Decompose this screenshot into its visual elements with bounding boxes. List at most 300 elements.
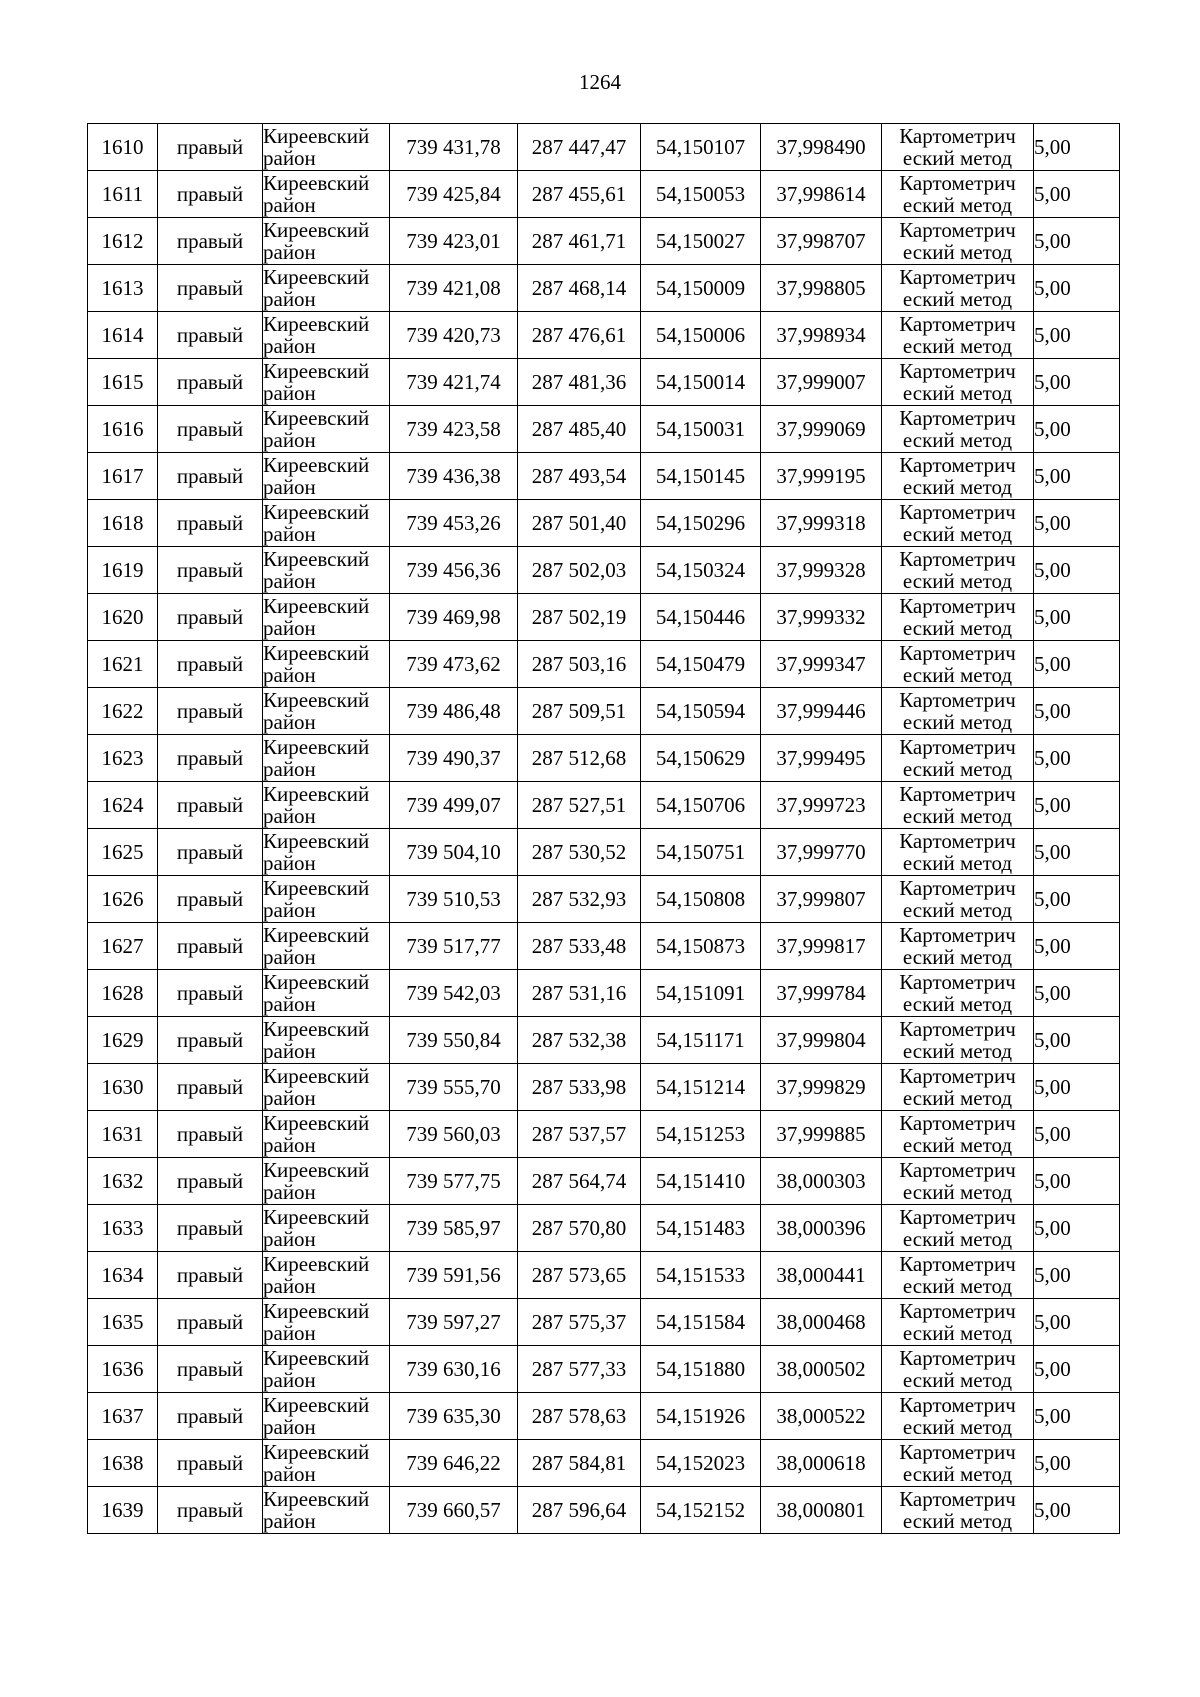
x-coordinate-cell: 739 597,27 — [390, 1299, 518, 1346]
method-cell-line: еский метод — [902, 1415, 1013, 1439]
longitude-cell: 37,999069 — [761, 406, 882, 453]
accuracy-cell: 5,00 — [1034, 1346, 1120, 1393]
method-cell — [882, 547, 1034, 594]
table-row — [88, 1111, 1120, 1158]
point-number-cell: 1622 — [88, 688, 158, 735]
point-number-cell: 1619 — [88, 547, 158, 594]
latitude-cell: 54,150009 — [641, 265, 761, 312]
method-cell-line: Картометрич — [899, 500, 1016, 524]
district-cell-line: Киреевский — [263, 1440, 370, 1464]
x-coordinate-cell: 739 421,08 — [390, 265, 518, 312]
district-cell — [263, 688, 390, 735]
y-coordinate-cell: 287 531,16 — [518, 970, 641, 1017]
method-cell-line: еский метод — [902, 1039, 1013, 1063]
district-cell-line: Киреевский — [263, 1252, 370, 1276]
bank-side-cell: правый — [158, 359, 263, 406]
y-coordinate-cell: 287 578,63 — [518, 1393, 641, 1440]
method-cell — [882, 1252, 1034, 1299]
method-cell — [882, 923, 1034, 970]
latitude-cell: 54,150629 — [641, 735, 761, 782]
bank-side-cell: правый — [158, 1158, 263, 1205]
y-coordinate-cell: 287 509,51 — [518, 688, 641, 735]
method-cell-line: еский метод — [902, 1133, 1013, 1157]
longitude-cell: 38,000618 — [761, 1440, 882, 1487]
latitude-cell: 54,150296 — [641, 500, 761, 547]
method-cell — [882, 829, 1034, 876]
y-coordinate-cell: 287 468,14 — [518, 265, 641, 312]
table-row — [88, 406, 1120, 453]
y-coordinate-cell: 287 533,48 — [518, 923, 641, 970]
point-number-cell: 1638 — [88, 1440, 158, 1487]
bank-side-cell: правый — [158, 547, 263, 594]
bank-side-cell: правый — [158, 124, 263, 171]
district-cell-line: Киреевский — [263, 1158, 370, 1182]
table-row — [88, 1299, 1120, 1346]
x-coordinate-cell: 739 635,30 — [390, 1393, 518, 1440]
bank-side-cell: правый — [158, 641, 263, 688]
table-row — [88, 1158, 1120, 1205]
method-cell-line: еский метод — [902, 898, 1013, 922]
x-coordinate-cell: 739 469,98 — [390, 594, 518, 641]
y-coordinate-cell: 287 537,57 — [518, 1111, 641, 1158]
x-coordinate-cell: 739 425,84 — [390, 171, 518, 218]
y-coordinate-cell: 287 575,37 — [518, 1299, 641, 1346]
accuracy-cell: 5,00 — [1034, 500, 1120, 547]
latitude-cell: 54,150031 — [641, 406, 761, 453]
x-coordinate-cell: 739 510,53 — [390, 876, 518, 923]
method-cell-line: Картометрич — [899, 1393, 1016, 1417]
table-body — [88, 124, 1120, 1534]
method-cell-line: Картометрич — [899, 923, 1016, 947]
x-coordinate-cell: 739 591,56 — [390, 1252, 518, 1299]
table-row — [88, 970, 1120, 1017]
method-cell-line: Картометрич — [899, 1111, 1016, 1135]
district-cell-line: район — [263, 804, 316, 828]
table-row — [88, 500, 1120, 547]
district-cell-line: район — [263, 1133, 316, 1157]
accuracy-cell: 5,00 — [1034, 1299, 1120, 1346]
district-cell — [263, 1346, 390, 1393]
method-cell — [882, 171, 1034, 218]
x-coordinate-cell: 739 456,36 — [390, 547, 518, 594]
method-cell-line: Картометрич — [899, 1252, 1016, 1276]
x-coordinate-cell: 739 542,03 — [390, 970, 518, 1017]
x-coordinate-cell: 739 660,57 — [390, 1487, 518, 1534]
table-row — [88, 923, 1120, 970]
y-coordinate-cell: 287 532,93 — [518, 876, 641, 923]
accuracy-cell: 5,00 — [1034, 312, 1120, 359]
district-cell — [263, 1205, 390, 1252]
latitude-cell: 54,151171 — [641, 1017, 761, 1064]
district-cell-line: Киреевский — [263, 594, 370, 618]
table-row — [88, 876, 1120, 923]
bank-side-cell: правый — [158, 970, 263, 1017]
district-cell — [263, 1440, 390, 1487]
table-row — [88, 641, 1120, 688]
table-row — [88, 1393, 1120, 1440]
method-cell-line: Картометрич — [899, 1299, 1016, 1323]
district-cell — [263, 1252, 390, 1299]
longitude-cell: 37,999007 — [761, 359, 882, 406]
x-coordinate-cell: 739 577,75 — [390, 1158, 518, 1205]
district-cell-line: район — [263, 1086, 316, 1110]
accuracy-cell: 5,00 — [1034, 594, 1120, 641]
table-row — [88, 1440, 1120, 1487]
district-cell-line: Киреевский — [263, 500, 370, 524]
y-coordinate-cell: 287 447,47 — [518, 124, 641, 171]
district-cell-line: Киреевский — [263, 923, 370, 947]
point-number-cell: 1624 — [88, 782, 158, 829]
latitude-cell: 54,150014 — [641, 359, 761, 406]
x-coordinate-cell: 739 585,97 — [390, 1205, 518, 1252]
method-cell-line: Картометрич — [899, 312, 1016, 336]
latitude-cell: 54,150107 — [641, 124, 761, 171]
district-cell — [263, 876, 390, 923]
point-number-cell: 1611 — [88, 171, 158, 218]
accuracy-cell: 5,00 — [1034, 406, 1120, 453]
x-coordinate-cell: 739 420,73 — [390, 312, 518, 359]
point-number-cell: 1633 — [88, 1205, 158, 1252]
district-cell-line: район — [263, 992, 316, 1016]
point-number-cell: 1620 — [88, 594, 158, 641]
district-cell-line: район — [263, 663, 316, 687]
method-cell-line: Картометрич — [899, 1487, 1016, 1511]
method-cell-line: Картометрич — [899, 547, 1016, 571]
bank-side-cell: правый — [158, 688, 263, 735]
method-cell-line: еский метод — [902, 757, 1013, 781]
district-cell — [263, 500, 390, 547]
y-coordinate-cell: 287 577,33 — [518, 1346, 641, 1393]
point-number-cell: 1628 — [88, 970, 158, 1017]
district-cell — [263, 735, 390, 782]
y-coordinate-cell: 287 527,51 — [518, 782, 641, 829]
district-cell-line: Киреевский — [263, 1111, 370, 1135]
y-coordinate-cell: 287 485,40 — [518, 406, 641, 453]
longitude-cell: 37,999347 — [761, 641, 882, 688]
method-cell — [882, 735, 1034, 782]
district-cell-line: район — [263, 287, 316, 311]
district-cell-line: район — [263, 240, 316, 264]
district-cell-line: Киреевский — [263, 876, 370, 900]
district-cell-line: Киреевский — [263, 359, 370, 383]
accuracy-cell: 5,00 — [1034, 1393, 1120, 1440]
y-coordinate-cell: 287 584,81 — [518, 1440, 641, 1487]
y-coordinate-cell: 287 503,16 — [518, 641, 641, 688]
district-cell-line: район — [263, 945, 316, 969]
method-cell — [882, 265, 1034, 312]
table-row — [88, 359, 1120, 406]
point-number-cell: 1621 — [88, 641, 158, 688]
district-cell — [263, 1111, 390, 1158]
table-row — [88, 124, 1120, 171]
point-number-cell: 1634 — [88, 1252, 158, 1299]
method-cell-line: еский метод — [902, 804, 1013, 828]
x-coordinate-cell: 739 499,07 — [390, 782, 518, 829]
longitude-cell: 37,999318 — [761, 500, 882, 547]
accuracy-cell: 5,00 — [1034, 688, 1120, 735]
point-number-cell: 1617 — [88, 453, 158, 500]
x-coordinate-cell: 739 431,78 — [390, 124, 518, 171]
method-cell — [882, 1440, 1034, 1487]
longitude-cell: 37,999784 — [761, 970, 882, 1017]
x-coordinate-cell: 739 423,01 — [390, 218, 518, 265]
latitude-cell: 54,150446 — [641, 594, 761, 641]
district-cell-line: район — [263, 1180, 316, 1204]
x-coordinate-cell: 739 517,77 — [390, 923, 518, 970]
latitude-cell: 54,150479 — [641, 641, 761, 688]
method-cell-line: еский метод — [902, 1321, 1013, 1345]
method-cell — [882, 970, 1034, 1017]
latitude-cell: 54,150006 — [641, 312, 761, 359]
method-cell-line: еский метод — [902, 851, 1013, 875]
district-cell — [263, 359, 390, 406]
district-cell-line: Киреевский — [263, 547, 370, 571]
method-cell — [882, 1205, 1034, 1252]
table-row — [88, 265, 1120, 312]
y-coordinate-cell: 287 573,65 — [518, 1252, 641, 1299]
method-cell — [882, 1346, 1034, 1393]
method-cell — [882, 406, 1034, 453]
accuracy-cell: 5,00 — [1034, 829, 1120, 876]
point-number-cell: 1612 — [88, 218, 158, 265]
bank-side-cell: правый — [158, 1111, 263, 1158]
y-coordinate-cell: 287 596,64 — [518, 1487, 641, 1534]
method-cell-line: Картометрич — [899, 124, 1016, 148]
bank-side-cell: правый — [158, 923, 263, 970]
district-cell — [263, 453, 390, 500]
table-row — [88, 1064, 1120, 1111]
district-cell-line: район — [263, 898, 316, 922]
district-cell — [263, 312, 390, 359]
accuracy-cell: 5,00 — [1034, 876, 1120, 923]
district-cell — [263, 265, 390, 312]
longitude-cell: 37,998707 — [761, 218, 882, 265]
district-cell-line: район — [263, 334, 316, 358]
method-cell-line: еский метод — [902, 1180, 1013, 1204]
method-cell-line: Картометрич — [899, 171, 1016, 195]
longitude-cell: 37,999446 — [761, 688, 882, 735]
y-coordinate-cell: 287 532,38 — [518, 1017, 641, 1064]
method-cell-line: Картометрич — [899, 970, 1016, 994]
method-cell — [882, 312, 1034, 359]
district-cell — [263, 641, 390, 688]
x-coordinate-cell: 739 423,58 — [390, 406, 518, 453]
district-cell — [263, 1393, 390, 1440]
latitude-cell: 54,150706 — [641, 782, 761, 829]
district-cell-line: район — [263, 616, 316, 640]
point-number-cell: 1635 — [88, 1299, 158, 1346]
district-cell-line: район — [263, 193, 316, 217]
district-cell — [263, 1017, 390, 1064]
y-coordinate-cell: 287 461,71 — [518, 218, 641, 265]
latitude-cell: 54,150873 — [641, 923, 761, 970]
method-cell-line: Картометрич — [899, 594, 1016, 618]
district-cell-line: Киреевский — [263, 312, 370, 336]
district-cell-line: Киреевский — [263, 1017, 370, 1041]
longitude-cell: 37,998934 — [761, 312, 882, 359]
bank-side-cell: правый — [158, 312, 263, 359]
x-coordinate-cell: 739 421,74 — [390, 359, 518, 406]
latitude-cell: 54,151214 — [641, 1064, 761, 1111]
point-number-cell: 1632 — [88, 1158, 158, 1205]
longitude-cell: 37,999885 — [761, 1111, 882, 1158]
latitude-cell: 54,150145 — [641, 453, 761, 500]
district-cell-line: Киреевский — [263, 1487, 370, 1511]
method-cell — [882, 688, 1034, 735]
bank-side-cell: правый — [158, 1440, 263, 1487]
district-cell-line: район — [263, 1462, 316, 1486]
longitude-cell: 37,999195 — [761, 453, 882, 500]
method-cell-line: Картометрич — [899, 218, 1016, 242]
bank-side-cell: правый — [158, 876, 263, 923]
point-number-cell: 1613 — [88, 265, 158, 312]
latitude-cell: 54,150808 — [641, 876, 761, 923]
district-cell — [263, 1299, 390, 1346]
table-row — [88, 312, 1120, 359]
district-cell-line: район — [263, 1039, 316, 1063]
latitude-cell: 54,152023 — [641, 1440, 761, 1487]
method-cell-line: Картометрич — [899, 1158, 1016, 1182]
longitude-cell: 38,000468 — [761, 1299, 882, 1346]
longitude-cell: 38,000502 — [761, 1346, 882, 1393]
y-coordinate-cell: 287 530,52 — [518, 829, 641, 876]
method-cell-line: еский метод — [902, 663, 1013, 687]
district-cell-line: район — [263, 757, 316, 781]
district-cell-line: район — [263, 1509, 316, 1533]
district-cell — [263, 547, 390, 594]
longitude-cell: 38,000522 — [761, 1393, 882, 1440]
accuracy-cell: 5,00 — [1034, 970, 1120, 1017]
accuracy-cell: 5,00 — [1034, 171, 1120, 218]
accuracy-cell: 5,00 — [1034, 218, 1120, 265]
point-number-cell: 1618 — [88, 500, 158, 547]
district-cell-line: район — [263, 1368, 316, 1392]
coordinates-table — [87, 123, 1120, 1534]
table-row — [88, 594, 1120, 641]
longitude-cell: 38,000801 — [761, 1487, 882, 1534]
method-cell-line: Картометрич — [899, 359, 1016, 383]
longitude-cell: 37,999328 — [761, 547, 882, 594]
accuracy-cell: 5,00 — [1034, 1487, 1120, 1534]
page-number: 1264 — [579, 70, 621, 94]
district-cell — [263, 1158, 390, 1205]
x-coordinate-cell: 739 630,16 — [390, 1346, 518, 1393]
method-cell-line: еский метод — [902, 945, 1013, 969]
bank-side-cell: правый — [158, 782, 263, 829]
point-number-cell: 1639 — [88, 1487, 158, 1534]
district-cell-line: Киреевский — [263, 829, 370, 853]
district-cell-line: район — [263, 1227, 316, 1251]
point-number-cell: 1629 — [88, 1017, 158, 1064]
method-cell-line: еский метод — [902, 1086, 1013, 1110]
method-cell-line: Картометрич — [899, 876, 1016, 900]
method-cell — [882, 1158, 1034, 1205]
longitude-cell: 37,998614 — [761, 171, 882, 218]
point-number-cell: 1614 — [88, 312, 158, 359]
latitude-cell: 54,150027 — [641, 218, 761, 265]
method-cell-line: Картометрич — [899, 735, 1016, 759]
latitude-cell: 54,151410 — [641, 1158, 761, 1205]
method-cell-line: Картометрич — [899, 641, 1016, 665]
table-row — [88, 782, 1120, 829]
bank-side-cell: правый — [158, 1205, 263, 1252]
method-cell-line: еский метод — [902, 428, 1013, 452]
point-number-cell: 1631 — [88, 1111, 158, 1158]
x-coordinate-cell: 739 555,70 — [390, 1064, 518, 1111]
district-cell-line: Киреевский — [263, 453, 370, 477]
district-cell-line: район — [263, 381, 316, 405]
method-cell-line: еский метод — [902, 146, 1013, 170]
method-cell-line: еский метод — [902, 1509, 1013, 1533]
method-cell-line: еский метод — [902, 522, 1013, 546]
district-cell — [263, 1064, 390, 1111]
accuracy-cell: 5,00 — [1034, 359, 1120, 406]
district-cell-line: район — [263, 146, 316, 170]
district-cell — [263, 829, 390, 876]
point-number-cell: 1637 — [88, 1393, 158, 1440]
bank-side-cell: правый — [158, 500, 263, 547]
table-row — [88, 1205, 1120, 1252]
district-cell-line: район — [263, 1415, 316, 1439]
table-row — [88, 547, 1120, 594]
method-cell-line: еский метод — [902, 1227, 1013, 1251]
method-cell — [882, 782, 1034, 829]
method-cell-line: еский метод — [902, 569, 1013, 593]
latitude-cell: 54,151091 — [641, 970, 761, 1017]
y-coordinate-cell: 287 533,98 — [518, 1064, 641, 1111]
district-cell-line: район — [263, 569, 316, 593]
longitude-cell: 38,000441 — [761, 1252, 882, 1299]
method-cell-line: еский метод — [902, 992, 1013, 1016]
method-cell-line: Картометрич — [899, 829, 1016, 853]
accuracy-cell: 5,00 — [1034, 641, 1120, 688]
table-row — [88, 1017, 1120, 1064]
method-cell-line: еский метод — [902, 710, 1013, 734]
bank-side-cell: правый — [158, 218, 263, 265]
district-cell-line: Киреевский — [263, 735, 370, 759]
method-cell — [882, 500, 1034, 547]
latitude-cell: 54,151533 — [641, 1252, 761, 1299]
accuracy-cell: 5,00 — [1034, 923, 1120, 970]
latitude-cell: 54,150594 — [641, 688, 761, 735]
y-coordinate-cell: 287 455,61 — [518, 171, 641, 218]
table-row — [88, 688, 1120, 735]
latitude-cell: 54,151483 — [641, 1205, 761, 1252]
district-cell-line: район — [263, 851, 316, 875]
method-cell-line: еский метод — [902, 240, 1013, 264]
method-cell — [882, 1064, 1034, 1111]
table-row — [88, 1487, 1120, 1534]
bank-side-cell: правый — [158, 1064, 263, 1111]
table-row — [88, 829, 1120, 876]
method-cell — [882, 641, 1034, 688]
longitude-cell: 37,999807 — [761, 876, 882, 923]
point-number-cell: 1626 — [88, 876, 158, 923]
district-cell-line: район — [263, 428, 316, 452]
accuracy-cell: 5,00 — [1034, 1158, 1120, 1205]
method-cell — [882, 1487, 1034, 1534]
x-coordinate-cell: 739 490,37 — [390, 735, 518, 782]
district-cell — [263, 970, 390, 1017]
district-cell — [263, 923, 390, 970]
district-cell-line: Киреевский — [263, 265, 370, 289]
method-cell-line: еский метод — [902, 1274, 1013, 1298]
longitude-cell: 38,000396 — [761, 1205, 882, 1252]
bank-side-cell: правый — [158, 1487, 263, 1534]
method-cell-line: еский метод — [902, 1368, 1013, 1392]
district-cell — [263, 594, 390, 641]
district-cell — [263, 218, 390, 265]
